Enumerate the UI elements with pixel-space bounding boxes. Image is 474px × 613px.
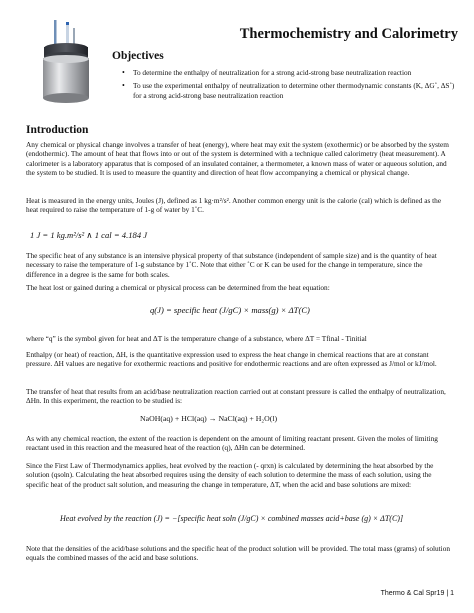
calorimeter-photo <box>36 20 96 106</box>
objective-item: • To use the experimental enthalpy of neutralization to determine other thermodynamic constants (K, ΔG˚, ΔS˚) for a strong acid-strong base neutralization reaction <box>122 81 457 101</box>
delta-t-definition: where “q” is the symbol given for heat and ΔT is the temperature change of a substance, where ΔT = Tfinal - Tinitial <box>26 334 367 343</box>
enthalpy-paragraph: Enthalpy (or heat) of reaction, ΔH, is the quantitative expression used to express the heat change in chemical reactions that are at constant pressure. ΔH values are negative for exothermic reactions and positive for endothermic reactions and are often expressed as J/mol or kJ/mol. <box>26 350 437 369</box>
objectives-heading: Objectives <box>112 50 164 62</box>
energy-units-equation: 1 J = 1 kg.m²/s² ∧ 1 cal = 4.184 J <box>30 230 148 240</box>
objectives-list <box>122 68 457 104</box>
first-law-paragraph: Since the First Law of Thermodynamics applies, heat evolved by the reaction (- qrxn) is calculated by determining the heat absorbed by the solution (qsoln). Calculating the heat absorbed requires using the density of each solution to determine the mass of each solution, using the specific heat of the product salt solution, and measuring the change in temperature, ΔT, when the acid and base solutions are mixed: <box>26 461 434 489</box>
intro-paragraph-1: Any chemical or physical change involves a transfer of heat (energy), where heat may exit the system (exothermic) or be absorbed by the system (endothermic). The amount of heat that flows into or out of the system is determined with a technique called calorimetry (heat measurement). A calorimeter is a laboratory apparatus that is composed of an insulated container, a thermometer, a known mass of water or aqueous solution, and the system to be studied. It is used to measure the quantity and direction of heat flow accompanying a chemical or physical change. <box>26 140 449 178</box>
heat-evolved-equation: Heat evolved by the reaction (J) = −[specific heat soln (J/gC) × combined masses acid+base (g) × ΔT(C)] <box>60 514 404 523</box>
objective-item: • To determine the enthalpy of neutralization for a strong acid-strong base neutralization reaction <box>122 68 457 78</box>
heat-equation: q(J) = specific heat (J/gC) × mass(g) × ΔT(C) <box>150 305 310 315</box>
limiting-reactant-paragraph: As with any chemical reaction, the extent of the reaction is dependent on the amount of limiting reactant present. Given the moles of limiting reactant used in this reaction and the measured heat of the reaction (q), ΔHn can be determined. <box>26 434 438 453</box>
page-title: Thermochemistry and Calorimetry <box>239 26 458 42</box>
introduction-heading: Introduction <box>26 124 89 136</box>
heat-equation-intro: The heat lost or gained during a chemical or physical process can be determined from the heat equation: <box>26 283 330 292</box>
reaction-equation: NaOH(aq) + HCl(aq) → NaCl(aq) + H₂O(l) <box>140 414 278 423</box>
neutralization-paragraph: The transfer of heat that results from an acid/base neutralization reaction carried out at constant pressure is called the enthalpy of neutralization, ΔHn. In this experiment, the reaction to be studied is: <box>26 387 446 406</box>
specific-heat-paragraph: The specific heat of any substance is an intensive physical property of that substance (independent of sample size) and is the quantity of heat necessary to raise the temperature of 1-g substance by 1˚C. Note that either ˚C or K can be used for the change in temperature, since the difference in a degree is the same for both scales. <box>26 251 437 279</box>
page-footer: Thermo & Cal Spr19 | 1 <box>380 590 454 597</box>
intro-paragraph-2: Heat is measured in the energy units, Joules (J), defined as 1 kg·m²/s². Another common energy unit is the calorie (cal) which is defined as the heat required to raise the temperature of 1-g of water by 1˚C. <box>26 196 442 215</box>
note-paragraph: Note that the densities of the acid/base solutions and the specific heat of the product solution will be provided. The total mass (grams) of solution equals the combined masses of the acid and base solutions. <box>26 544 451 563</box>
